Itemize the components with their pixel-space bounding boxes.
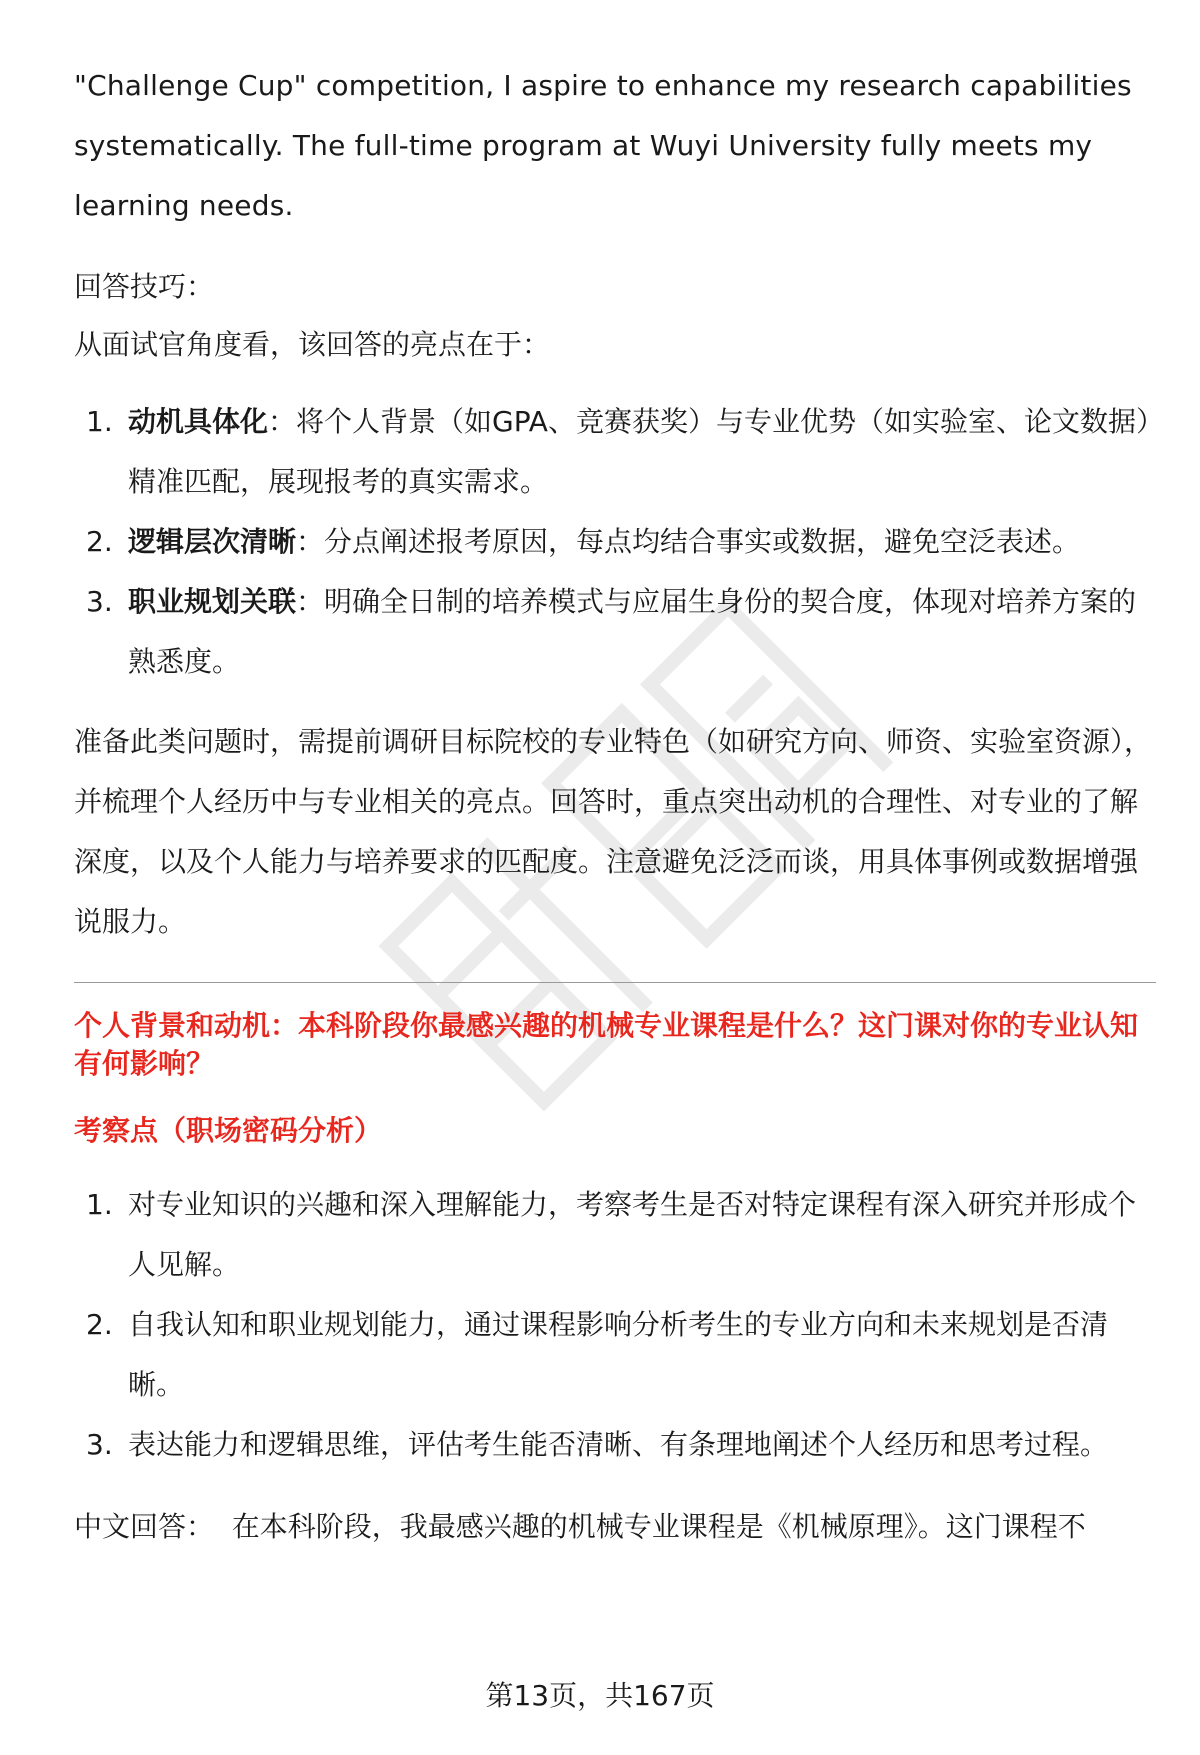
highlight-text: ：明确全日制的培养模式与应届生身份的契合度，体现对培养方案的熟悉度。	[128, 585, 1137, 678]
tips-label: 回答技巧：	[74, 270, 215, 303]
highlight-title: 逻辑层次清晰	[128, 525, 297, 558]
highlight-title: 职业规划关联	[128, 585, 297, 618]
prep-paragraph: 准备此类问题时，需提前调研目标院校的专业特色（如研究方向、师资、实验室资源），并梳理个人经历中与专业相关的亮点。回答时，重点突出动机的合理性、对专业的了解深度，以及个人能力与培养要求的匹配度。注意避免泛泛而谈，用具体事例或数据增强说服力。	[74, 725, 1153, 938]
assessment-text: 表达能力和逻辑思维，评估考生能否清晰、有条理地阐述个人经历和思考过程。	[128, 1428, 1109, 1461]
list-number: 2.	[86, 1308, 113, 1341]
list-item	[74, 572, 1154, 692]
list-item	[74, 392, 1154, 512]
list-item	[74, 1295, 1154, 1415]
highlight-text: ：分点阐述报考原因，每点均结合事实或数据，避免空泛表述。	[296, 525, 1081, 558]
section-divider	[74, 982, 1156, 983]
highlight-title: 动机具体化	[128, 405, 269, 438]
list-number: 3.	[86, 1428, 113, 1461]
tips-intro: 从面试官角度看，该回答的亮点在于：	[74, 328, 551, 361]
list-item	[74, 1415, 1154, 1475]
page-footer: 第13页，共167页	[485, 1679, 715, 1712]
highlight-text: ：将个人背景（如GPA、竞赛获奖）与专业优势（如实验室、论文数据）精准匹配，展现报考的真实需求。	[128, 405, 1150, 498]
top-paragraph: "Challenge Cup" competition, I aspire to enhance my research capabilities systematically. The full-time program at Wuyi University fully meets my learning needs.	[74, 69, 1132, 222]
list-item	[74, 512, 1154, 572]
list-number: 1.	[86, 405, 113, 438]
list-number: 2.	[86, 525, 113, 558]
question-heading: 个人背景和动机：本科阶段你最感兴趣的机械专业课程是什么？这门课对你的专业认知有何影响？	[74, 1009, 1139, 1080]
assessment-text: 对专业知识的兴趣和深入理解能力，考察考生是否对特定课程有深入研究并形成个人见解。	[128, 1188, 1137, 1281]
assessment-heading: 考察点（职场密码分析）	[74, 1114, 383, 1147]
list-number: 1.	[86, 1188, 113, 1221]
assessment-text: 自我认知和职业规划能力，通过课程影响分析考生的专业方向和未来规划是否清晰。	[128, 1308, 1109, 1401]
highlights-list	[74, 392, 1154, 692]
list-item	[74, 1175, 1154, 1295]
assessment-list	[74, 1175, 1154, 1475]
list-number: 3.	[86, 585, 113, 618]
chinese-answer: 中文回答： 在本科阶段，我最感兴趣的机械专业课程是《机械原理》。这门课程不	[74, 1510, 1086, 1543]
page-content	[74, 56, 1154, 1557]
